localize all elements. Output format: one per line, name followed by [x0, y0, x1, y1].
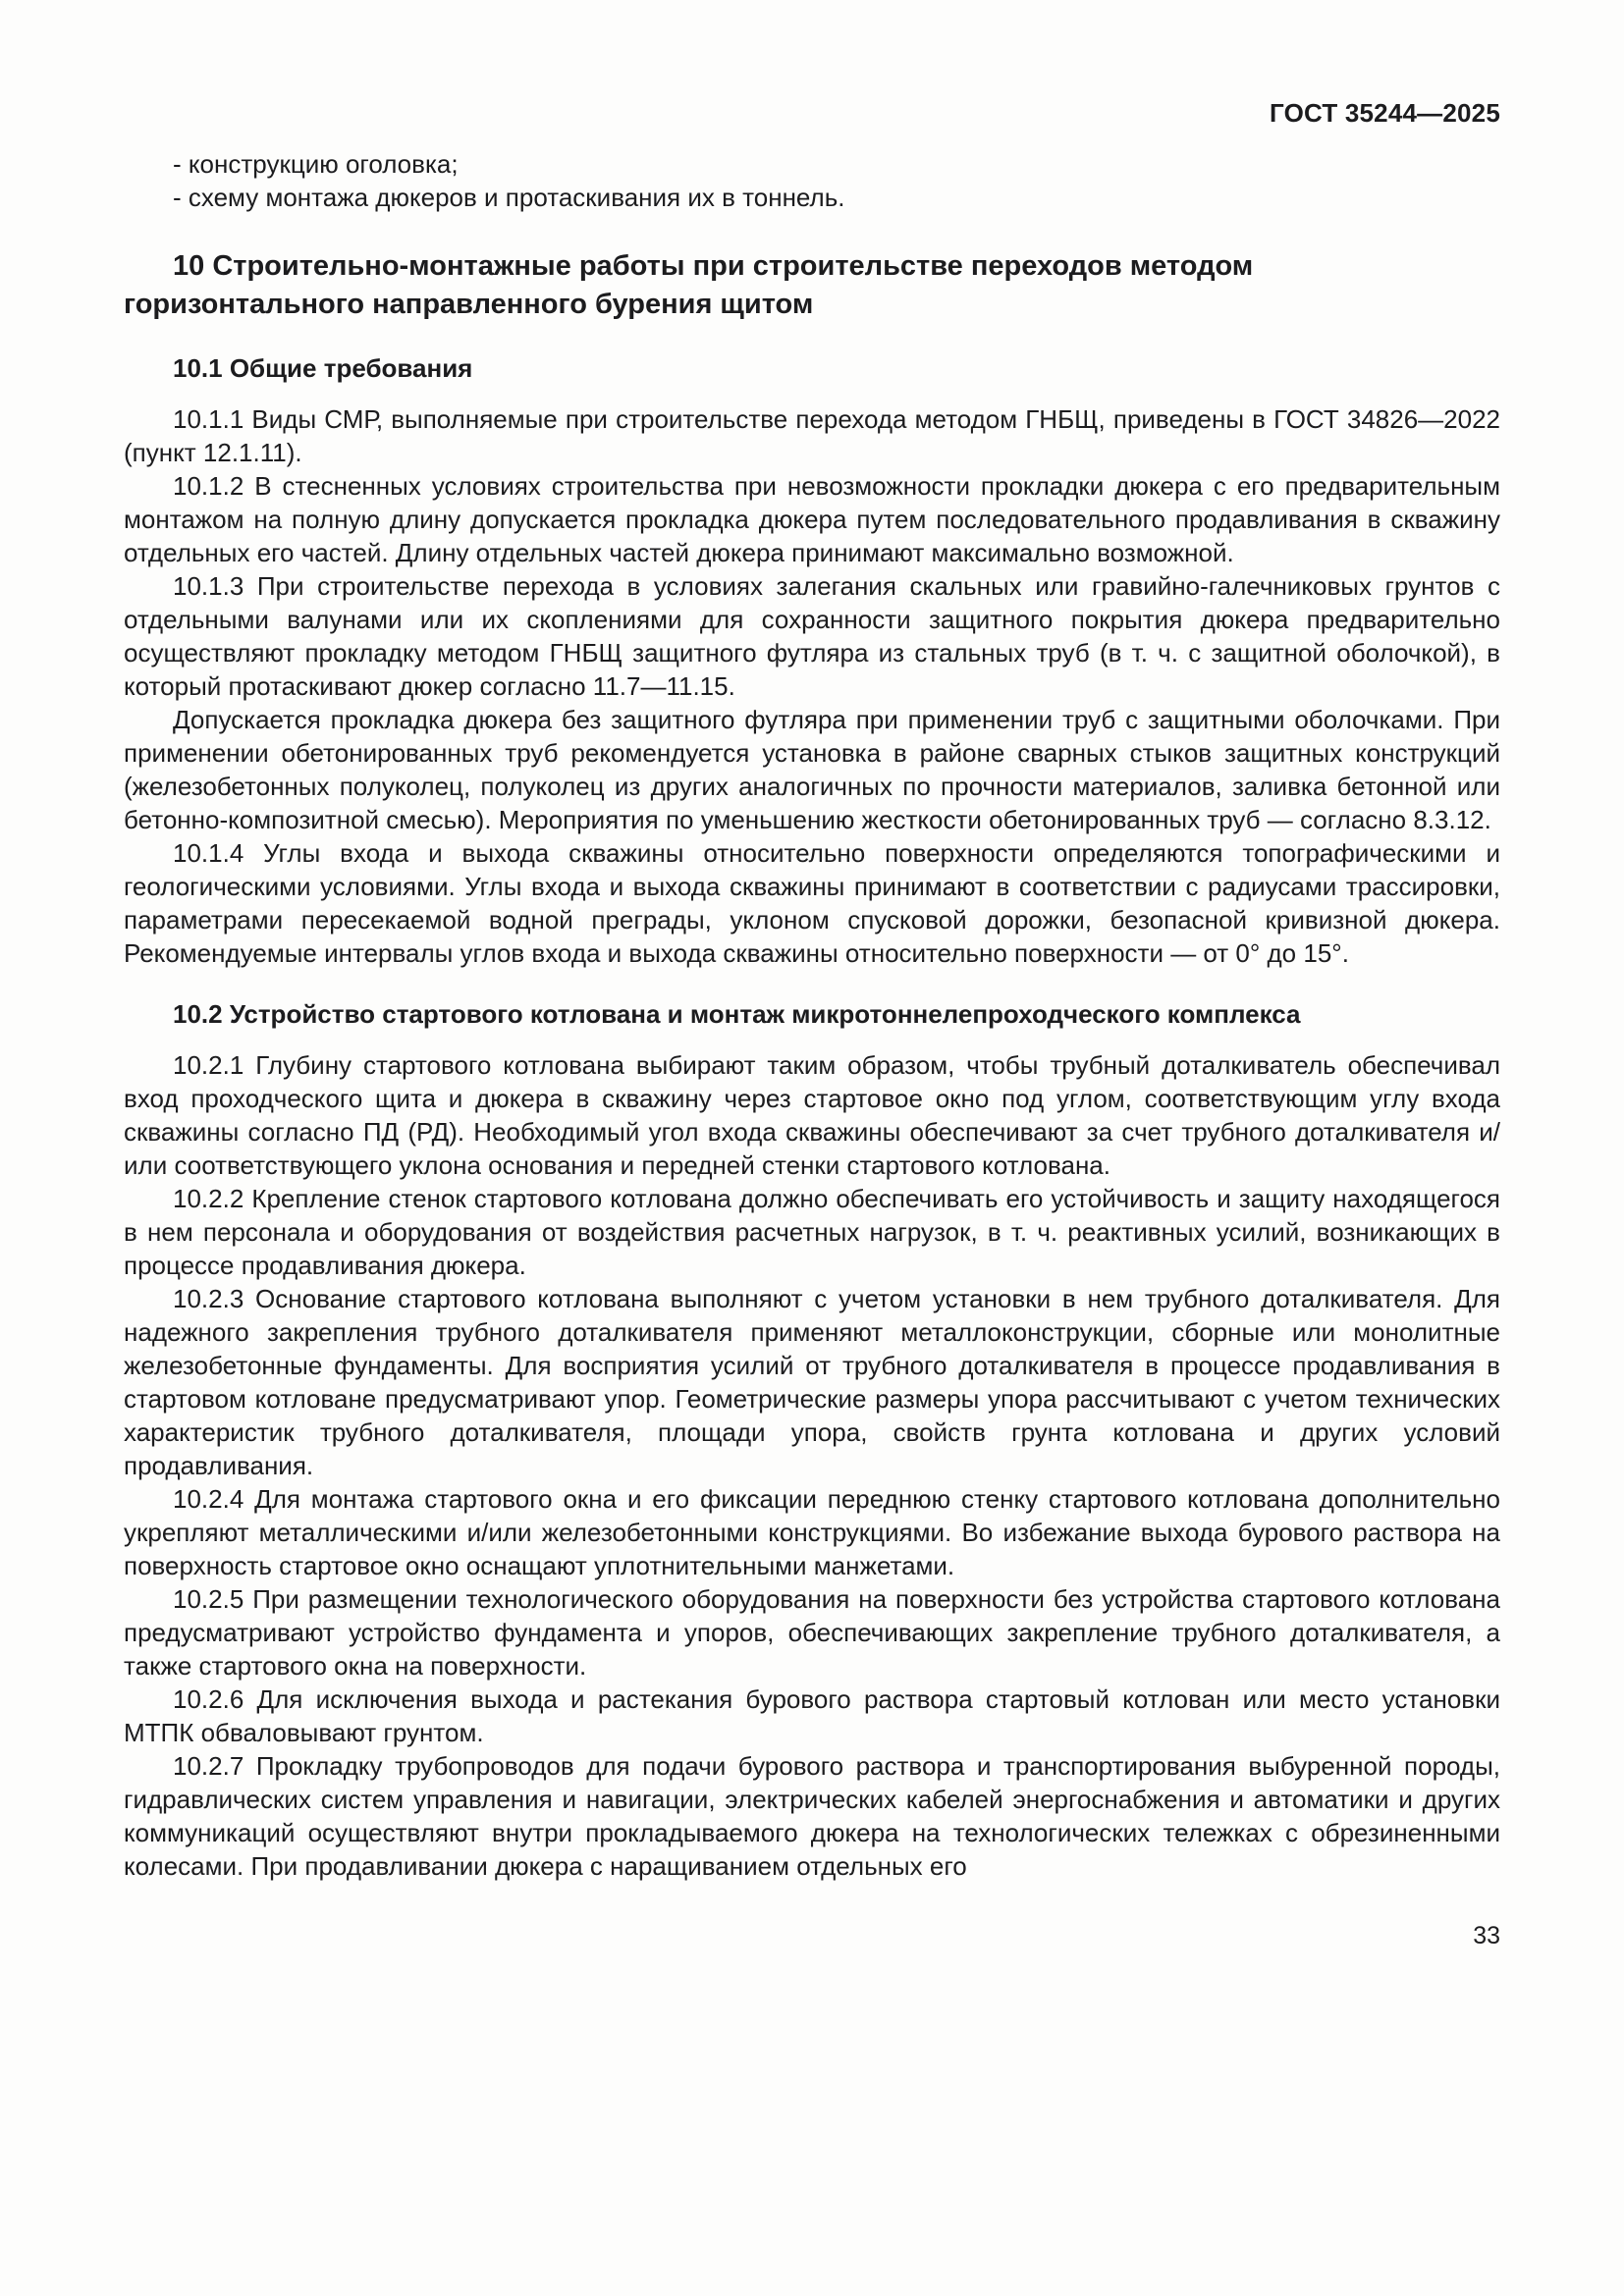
- page-footer: [124, 1922, 1500, 1950]
- document-body: [124, 147, 1500, 1883]
- clause-10-1-4: 10.1.4 Углы входа и выхода скважины относительно поверхности определяются топографическими и геологическими условиями. Углы входа и выхода скважины принимают в соответствии с радиусами трассировки, параметрами пересекаемой водной преграды, уклоном спусковой дорожки, безопасной кривизной дюкера. Рекомендуемые интервалы углов входа и выхода скважины относительно поверхности — от 0° до 15°.: [124, 838, 1500, 968]
- clause-10-1-2: 10.1.2 В стесненных условиях строительства при невозможности прокладки дюкера с его предварительным монтажом на полную длину допускается прокладка дюкера путем последовательного продавливания в скважину отдельных его частей. Длину отдельных частей дюкера принимают максимально возможной.: [124, 471, 1500, 567]
- document-content: [124, 147, 1500, 1950]
- running-header: [124, 98, 1500, 129]
- page-number: 33: [1473, 1922, 1500, 1949]
- heading-clause-10-1: 10.1 Общие требования: [173, 353, 473, 383]
- heading-clause-10-2: 10.2 Устройство стартового котлована и монтаж микротоннелепроходческого комплекса: [173, 999, 1301, 1029]
- heading-section-10: 10 Строительно-монтажные работы при строительстве переходов методом горизонтального направленного бурения щитом: [124, 250, 1254, 320]
- clause-10-1-1: 10.1.1 Виды СМР, выполняемые при строительстве перехода методом ГНБЩ, приведены в ГОСТ 34826—2022 (пункт 12.1.11).: [124, 404, 1500, 467]
- clause-10-2-4: 10.2.4 Для монтажа стартового окна и его фиксации переднюю стенку стартового котлована дополнительно укрепляют металлическими и/или железобетонными конструкциями. Во избежание выхода бурового раствора на поверхность стартовое окно оснащают уплотнительными манжетами.: [124, 1484, 1500, 1580]
- list-item-skhema-montazha: - схему монтажа дюкеров и протаскивания их в тоннель.: [173, 183, 845, 212]
- clause-10-1-3: 10.1.3 При строительстве перехода в условиях залегания скальных или гравийно-галечниковых грунтов с отдельными валунами или их скоплениями для сохранности защитного покрытия дюкера предварительно осуществляют прокладку методом ГНБЩ защитного футляра из стальных труб (в т. ч. с защитной оболочкой), в который протаскивают дюкер согласно 11.7—11.15.: [124, 571, 1500, 701]
- clause-10-1-3-continued: Допускается прокладка дюкера без защитного футляра при применении труб с защитными оболочками. При применении обетонированных труб рекомендуется установка в районе сварных стыков защитных конструкций (железобетонных полуколец, полуколец из других аналогичных по прочности материалов, заливка бетонной или бетонно-композитной смесью). Мероприятия по уменьшению жесткости обетонированных труб — согласно 8.3.12.: [124, 705, 1500, 834]
- clause-10-2-1: 10.2.1 Глубину стартового котлована выбирают таким образом, чтобы трубный доталкиватель обеспечивал вход проходческого щита и дюкера в скважину через стартовое окно под углом, соответствующим углу входа скважины согласно ПД (РД). Необходимый угол входа скважины обеспечивают за счет трубного доталкивателя и/или соответствующего уклона основания и передней стенки стартового котлована.: [124, 1050, 1500, 1180]
- clause-10-2-5: 10.2.5 При размещении технологического оборудования на поверхности без устройства стартового котлована предусматривают устройство фундамента и упоров, обеспечивающих закрепление трубного доталкивателя, а также стартового окна на поверхности.: [124, 1584, 1500, 1681]
- clause-10-2-2: 10.2.2 Крепление стенок стартового котлована должно обеспечивать его устойчивость и защиту находящегося в нем персонала и оборудования от воздействия расчетных нагрузок, в т. ч. реактивных усилий, возникающих в процессе продавливания дюкера.: [124, 1184, 1500, 1280]
- clause-10-2-7: 10.2.7 Прокладку трубопроводов для подачи бурового раствора и транспортирования выбуренной породы, гидравлических систем управления и навигации, электрических кабелей энергоснабжения и автоматики и других коммуникаций осуществляют внутри прокладываемого дюкера на технологических тележках с обрезиненными колесами. При продавливании дюкера с наращиванием отдельных его: [124, 1751, 1500, 1881]
- clause-10-2-6: 10.2.6 Для исключения выхода и растекания бурового раствора стартовый котлован или место установки МТПК обваловывают грунтом.: [124, 1684, 1500, 1747]
- list-item-konstruktsiya-ogolovka: - конструкцию оголовка;: [173, 149, 459, 179]
- doc-code: ГОСТ 35244—2025: [1270, 98, 1500, 128]
- clause-10-2-3: 10.2.3 Основание стартового котлована выполняют с учетом установки в нем трубного доталкивателя. Для надежного закрепления трубного доталкивателя применяют металлоконструкции, сборные или монолитные железобетонные фундаменты. Для восприятия усилий от трубного доталкивателя в процессе продавливания в стартовом котловане предусматривают упор. Геометрические размеры упора рассчитывают с учетом технических характеристик трубного доталкивателя, площади упора, свойств грунта котлована и других условий продавливания.: [124, 1284, 1500, 1480]
